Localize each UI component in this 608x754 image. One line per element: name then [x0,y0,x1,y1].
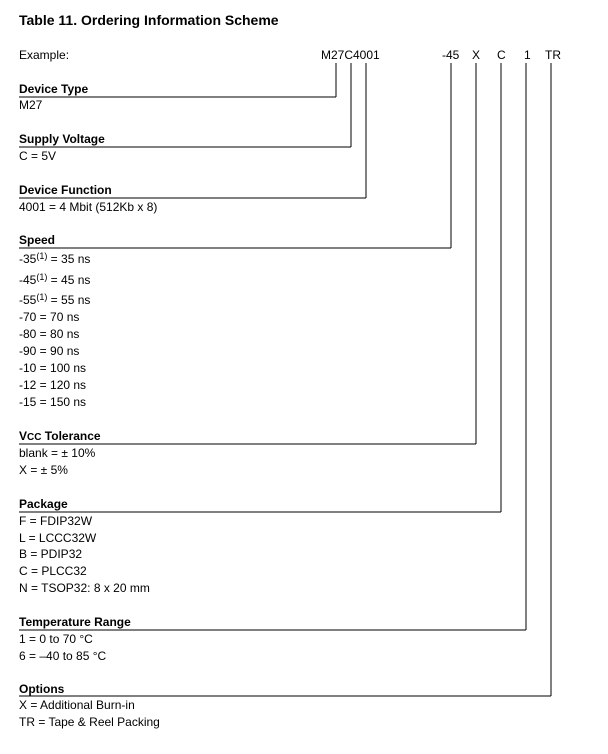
section-title-speed: Speed [19,233,56,247]
section-title-device-type: Device Type [19,82,89,96]
footnote-ref: (1) [36,292,48,302]
speed-code: -55 [19,293,37,307]
speed-value: = 35 ns [47,252,91,266]
example-code-package: C [497,48,506,62]
table-title: Table 11. Ordering Information Scheme [19,12,279,28]
section-title-supply-voltage: Supply Voltage [19,132,105,146]
supply-voltage-value: C = 5V [19,149,57,163]
package-option: F = FDIP32W [19,514,93,528]
options-option: TR = Tape & Reel Packing [19,715,160,729]
temperature-option: 6 = –40 to 85 °C [19,649,107,663]
footnote-ref: (1) [36,251,48,261]
example-label: Example: [19,48,70,62]
footnote-ref: (1) [36,272,48,282]
package-option: B = PDIP32 [19,547,83,561]
example-code-temperature: 1 [524,48,531,62]
vcc-option: blank = ± 10% [19,446,96,460]
package-option: C = PLCC32 [19,564,87,578]
vcc-option: X = ± 5% [19,463,68,477]
example-code-speed: -45 [442,48,460,62]
speed-option: -70 = 70 ns [19,310,80,324]
speed-value: = 45 ns [47,273,91,287]
speed-option: -80 = 80 ns [19,327,80,341]
section-title-options: Options [19,682,65,696]
speed-option: -12 = 120 ns [19,378,87,392]
section-title-vcc-tolerance: VCC Tolerance [19,429,101,443]
temperature-option: 1 = 0 to 70 °C [19,632,93,646]
speed-code: -45 [19,273,37,287]
device-type-value: M27 [19,98,43,112]
section-title-package: Package [19,497,68,511]
example-code-vcc: X [472,48,481,62]
speed-value: = 55 ns [47,293,91,307]
package-option: L = LCCC32W [19,531,97,545]
device-function-value: 4001 = 4 Mbit (512Kb x 8) [19,200,158,214]
example-code-options: TR [545,48,561,62]
speed-code: -35 [19,252,37,266]
speed-option: -15 = 150 ns [19,395,87,409]
section-title-device-function: Device Function [19,183,112,197]
example-code-device: M27C4001 [321,48,380,62]
package-option: N = TSOP32: 8 x 20 mm [19,581,150,595]
section-title-temperature-range: Temperature Range [19,615,131,629]
options-option: X = Additional Burn-in [19,698,135,712]
speed-option: -10 = 100 ns [19,361,87,375]
speed-option: -90 = 90 ns [19,344,80,358]
